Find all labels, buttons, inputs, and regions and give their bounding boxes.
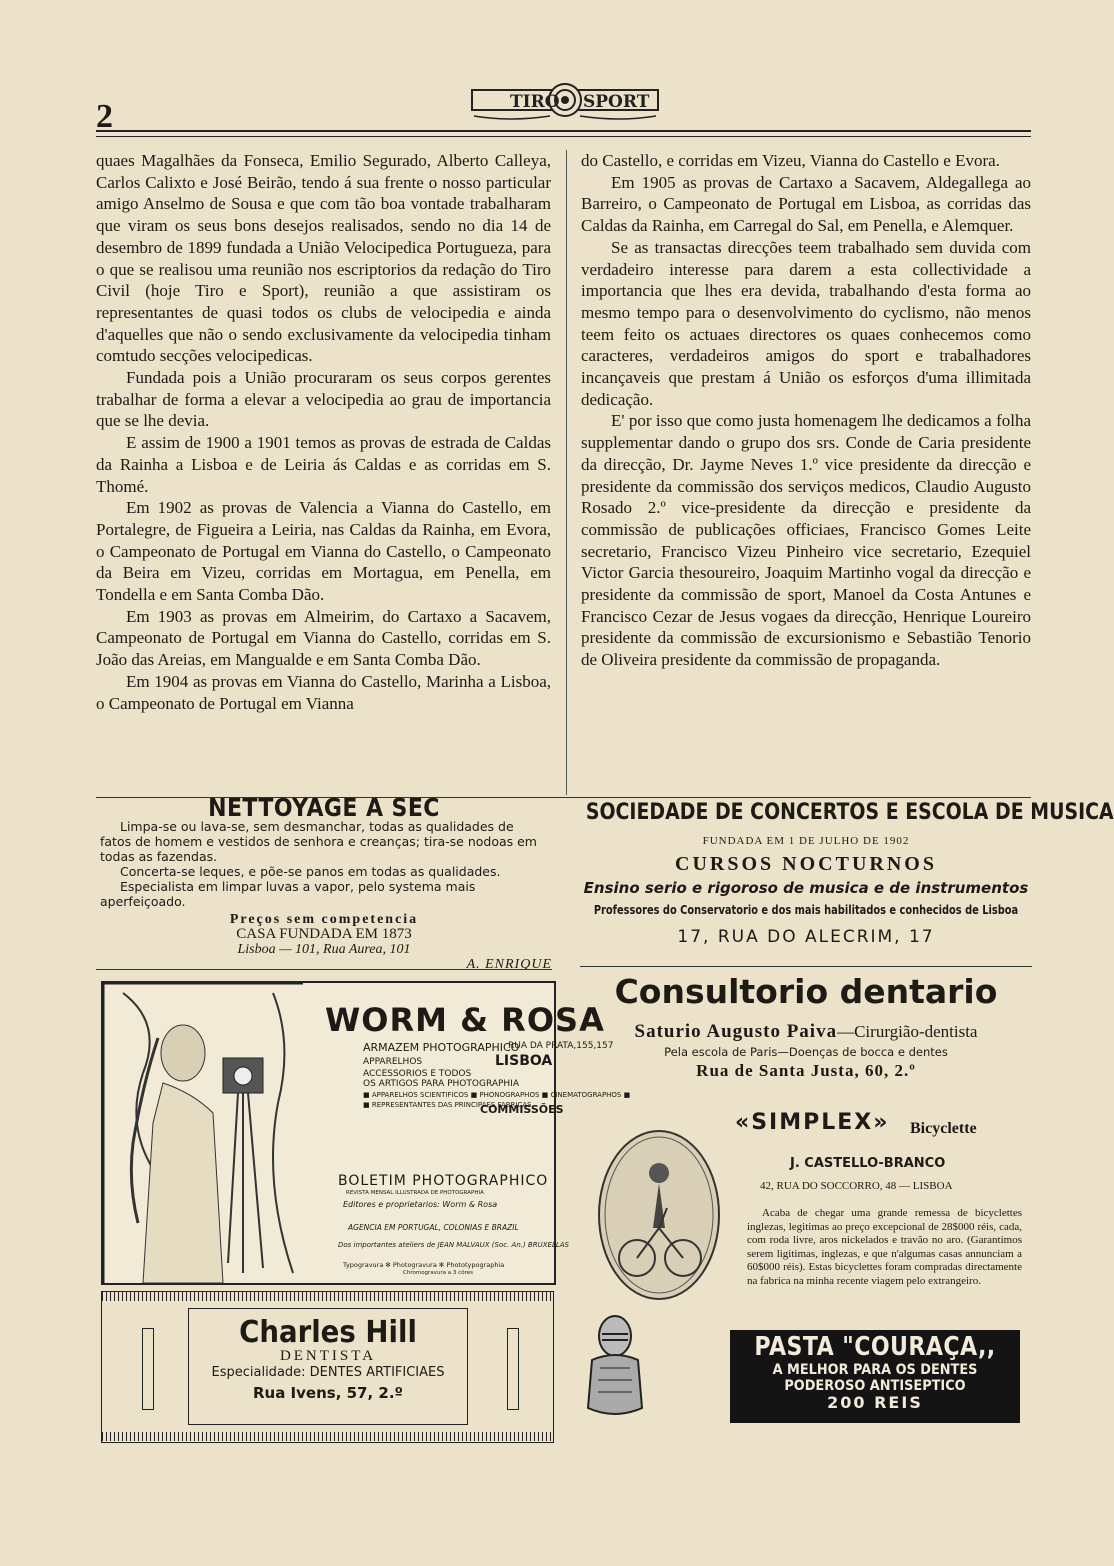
paragraph: do Castello, e corridas em Vizeu, Vianna do Castello e Evora.: [581, 151, 1000, 170]
ad-specialty: Especialidade: DENTES ARTIFICIAES: [211, 1365, 445, 1380]
ad-founded: FUNDADA EM 1 DE JULHO DE 1902: [702, 835, 910, 847]
article-right-column: [581, 150, 1031, 671]
ad-line: AGENCIA EM PORTUGAL, COLONIAS E BRAZIL: [348, 1223, 519, 1232]
decorative-post: [507, 1328, 519, 1410]
ad-title: SOCIEDADE DE CONCERTOS E ESCOLA DE MUSICA: [585, 800, 1114, 825]
ad-specialty: Pela escola de Paris—Doenças de bocca e dentes: [664, 1045, 948, 1059]
ad-line: ■ REPRESENTANTES DAS PRINCIPAES FABRICAS: [363, 1101, 532, 1109]
ad-line: Typogravura ✻ Photogravura ✻ Phototypographia: [343, 1261, 505, 1269]
paragraph: E' por isso que como justa homenagem lhe dedicamos a folha supplementar dando o grupo dos srs. Conde de Caria presidente da direcção, Dr. Jayme Neves 1.º vice presidente da direcção e presidente da commissão dos serviços medicos, Claudio Augusto Rosado 2.º vice-presidente da direcção e presidente da commissão de publicações officiaes, Francisco Gomes Leite secretario, Francisco Vizeu Pinheiro vice secretario, Ezequiel Victor Garcia thesoureiro, Joaquim Martinho vogal da direcção e presidente da commissão de sport, Manoel da Costa Antunes e Francisco Cezar de Jesus vogaes da direcção, Henrique Loureiro presidente da commissão de excursionismo e Sebastião Tenorio de Oliveira presidente da commissão de propaganda.: [581, 411, 1031, 670]
ad-address: 17, RUA DO ALECRIM, 17: [677, 927, 935, 947]
paragraph: Em 1903 as provas em Almeirim, do Cartaxo a Sacavem, Campeonato de Portugal em Vianna do Castello, corridas em S. João das Areias, em Mangualde e em Santa Comba Dão.: [96, 606, 551, 670]
paragraph: Em 1905 as provas de Cartaxo a Sacavem, Aldegallega ao Barreiro, o Campeonato de Portugal em Lisboa, as corridas das Caldas da Rainha, em Carregal do Sal, em Penella, e Alemquer.: [581, 172, 1031, 236]
column-divider: [566, 150, 567, 795]
header-rule-thin: [96, 136, 1031, 137]
ad-line: ACCESSORIOS E TODOS: [363, 1069, 472, 1079]
ad-title: NETTOYAGE A SEC: [208, 793, 440, 822]
ad-line: A MELHOR PARA OS DENTES: [772, 1362, 978, 1378]
svg-text:TIRO: TIRO: [510, 92, 560, 112]
ad-address: Rua de Santa Justa, 60, 2.º: [696, 1061, 916, 1080]
dentist-role: —Cirurgião-dentista: [837, 1022, 978, 1041]
paragraph: E assim de 1900 a 1901 temos as provas de estrada de Caldas da Rainha a Lisboa e de Leiria ás Caldas e as corridas em S. Thomé.: [96, 433, 551, 496]
ad-rule: [580, 966, 1032, 967]
ad-line: Chromogravura a 3 côres: [403, 1270, 473, 1276]
ad-title: PASTA "COURAÇA,,: [754, 1332, 996, 1362]
paragraph: Em 1904 as provas em Vianna do Castello, Marinha a Lisboa, o Campeonato de Portugal em Vianna: [96, 671, 551, 713]
ad-body: [96, 819, 552, 909]
decorative-border: [102, 1292, 553, 1301]
masthead-logo: [470, 76, 660, 122]
ad-nettoyage: [96, 793, 552, 972]
paragraph: Fundada pois a União procuraram os seus corpos gerentes trabalhar de forma a elevar a velocipedia ao grau de importancia que se lhe devia.: [96, 368, 551, 431]
ad-line: REVISTA MENSAL ILLUSTRADA DE PHOTOGRAPHIA: [346, 1190, 484, 1196]
ad-line: Limpa-se ou lava-se, sem desmanchar, todas as qualidades de fatos de homem e vestidos de senhora e creanças; tira-se nodoas em todas as fazendas.: [100, 819, 537, 864]
ad-line: Editores e proprietarios: Worm & Rosa: [343, 1200, 498, 1209]
ad-signature: A. ENRIQUE: [466, 957, 552, 972]
ad-simplex-bicyclette: [595, 1110, 1032, 1300]
ad-city: LISBOA: [495, 1053, 553, 1069]
ad-line: APPARELHOS: [363, 1057, 423, 1067]
ad-rule: [96, 969, 552, 970]
ad-body: Acaba de chegar uma grande remessa de bicyclettes inglezas, legitimas ao preço excepcional de 28$000 réis, cada, com roda livre, aros nickelados e travão no aro. (Garantimos serem ligitimas, inglezas, e que n'algumas casas annunciam a 60$000 réis). Estas bicyclettes foram compradas directamente na fabrica na minha recente viagem pelo extrangeiro.: [747, 1207, 1022, 1287]
ad-address: 42, RUA DO SOCCORRO, 48 — LISBOA: [760, 1180, 953, 1192]
header-rule: [96, 130, 1031, 132]
decorative-border: [102, 1432, 553, 1441]
ad-pasta-couraca: [730, 1330, 1020, 1423]
ad-address: Rua Ivens, 57, 2.º: [252, 1384, 404, 1402]
ad-line: Especialista em limpar luvas a vapor, pelo systema mais aperfeiçoado.: [100, 879, 476, 909]
paragraph: Se as transactas direcções teem trabalhado sem duvida com verdadeiro interesse para darem a esta collectividade a importancia que lhes era devida, trabalhando d'esta forma ao mesmo tempo para o desenvolvimento do cyclismo, não menos teem feito os actuaes directores os quaes conhecemos como caracteres, verdadeiros amigos do sport e trabalhadores incançaveis que prestam á União os esforços d'uma illimitada dedicação.: [581, 237, 1031, 409]
ad-charles-hill: [101, 1291, 554, 1443]
ad-worm-rosa: [101, 981, 631, 1285]
ad-line: Dos importantes ateliers de JEAN MALVAUX (Soc. An.) BRUXELLAS: [338, 1241, 569, 1249]
ad-professores: Professores do Conservatorio e dos mais habilitados e conhecidos de Lisboa: [593, 903, 1019, 917]
article-left-column: [96, 150, 551, 714]
knight-armor-icon: [580, 1308, 650, 1426]
dentist-name: Saturio Augusto Paiva: [634, 1021, 838, 1042]
ad-title: Consultorio dentario: [614, 972, 998, 1011]
ad-address: RUA DA PRATA,155,157: [508, 1041, 614, 1051]
ad-line: Concerta-se leques, e põe-se panos em todas as qualidades.: [120, 864, 501, 879]
ad-title: «SIMPLEX»: [735, 1110, 890, 1135]
ad-line: COMMISSÕES: [480, 1103, 564, 1116]
ad-line: ARMAZEM PHOTOGRAPHICO: [363, 1041, 520, 1054]
ad-profession: DENTISTA: [279, 1348, 377, 1364]
company-name: WORM & ROSA: [325, 1001, 605, 1039]
boletim-title: BOLETIM PHOTOGRAPHICO: [338, 1173, 549, 1189]
ad-frame: [188, 1308, 468, 1425]
ad-line: PODEROSO ANTISEPTICO: [784, 1378, 966, 1394]
ad-founded: CASA FUNDADA EM 1873: [236, 926, 412, 942]
ad-title: Charles Hill: [239, 1315, 417, 1350]
ad-consultorio-dentario: [580, 972, 1032, 1081]
ad-ensino: Ensino serio e rigoroso de musica e de instrumentos: [583, 879, 1029, 897]
page-number: 2: [96, 98, 113, 135]
paragraph: quaes Magalhães da Fonseca, Emilio Segurado, Alberto Calleya, Carlos Calixto e José Beirão, tendo á sua frente o nosso particular amigo Anselmo de Sousa e que com tão boa vontade trabalharam que viram os seus bons desejos realisados, sendo no dia 14 de desembro de 1899 fundada a União Velocipedica Portugueza, para o que se realisou uma reunião nos escriptorios da redação do Tiro Civil (hoje Tiro e Sport), reunião a que assistiram os representantes de quasi todos os clubs de velocipedia e ainda d'aquelles que não o sendo exclusivamente da velocipedia tinham comtudo secções velocipedicas.: [96, 151, 551, 366]
ad-name-line: [580, 1021, 1032, 1043]
cyclist-illustration: [595, 1128, 723, 1303]
decorative-post: [142, 1328, 154, 1410]
ad-line: OS ARTIGOS PARA PHOTOGRAPHIA: [363, 1079, 519, 1089]
paragraph: Em 1902 as provas de Valencia a Vianna do Castello, em Portalegre, de Figueira a Leiria, nas Caldas da Rainha, em Evora, o Campeonato de Portugal em Vianna do Castello, o Campeonato da Beira em Vizeu, corridas em Mortagua, em Penella, em Tondella e em Santa Comba Dão.: [96, 498, 551, 605]
ad-line: ■ APPARELHOS SCIENTIFICOS ■ PHONOGRAPHOS ■ CINEMATOGRAPHOS ■: [363, 1091, 631, 1099]
ad-seller: J. CASTELLO-BRANCO: [790, 1156, 946, 1171]
svg-text:SPORT: SPORT: [583, 92, 650, 112]
ad-address: Lisboa — 101, Rua Aurea, 101: [237, 942, 411, 957]
ad-cursos: CURSOS NOCTURNOS: [675, 853, 937, 875]
ad-price: 200 REIS: [827, 1393, 923, 1412]
ad-sociedade-concertos: [580, 800, 1114, 947]
art-nouveau-woman-illustration: [103, 983, 303, 1283]
ad-precos: Preços sem competencia: [229, 912, 419, 927]
ad-subtitle: Bicyclette: [910, 1120, 977, 1137]
